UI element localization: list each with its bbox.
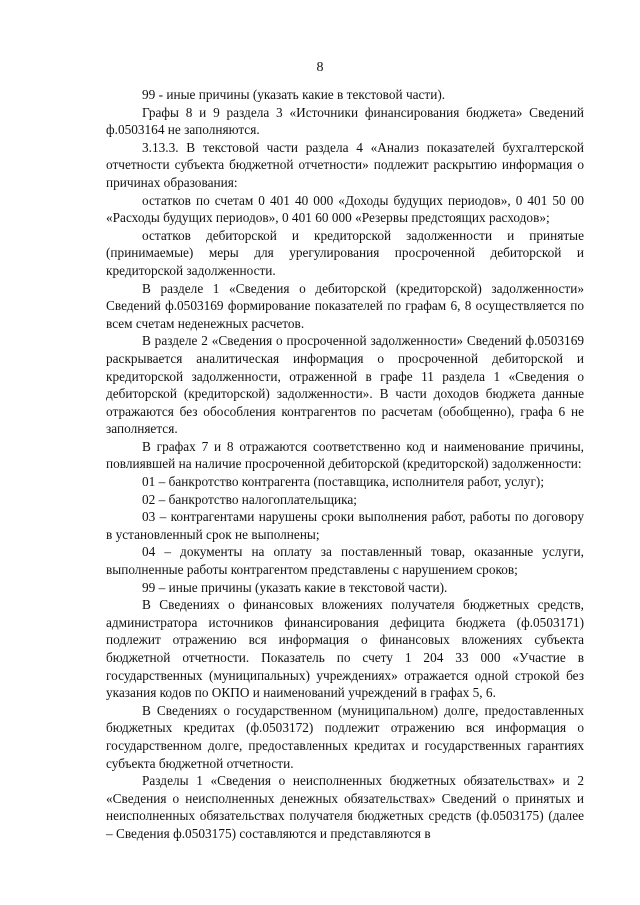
paragraph-columns-7-8: В графах 7 и 8 отражаются соответственно код и наименование причины, повлиявшей на наличие просроченной дебиторской (кредиторской) задолженности:	[106, 438, 584, 472]
list-item-04: 04 – документы на оплату за поставленный товар, оказанные услуги, выполненные работы контрагентом представлены с нарушением сроков;	[106, 544, 584, 578]
list-item-99: 99 – иные причины (указать какие в текстовой части).	[142, 579, 448, 595]
paragraph-receivables-payables: остатков дебиторской и кредиторской задолженности и принятые (принимаемые) меры для урегулирования просроченной дебиторской и кредиторской задолженности.	[106, 227, 584, 278]
paragraph-financial-investments: В Сведениях о финансовых вложениях получателя бюджетных средств, администратора источников финансирования дефицита бюджета (ф.0503171) подлежит отражению вся информация о финансовых вложениях субъекта бюджетной отчетности. Показатель по счету 1 204 33 000 «Участие в государственных (муниципальных) учреждениях» отражается одной строкой без указания кодов по ОКПО и наименований учреждений в графах 5, 6.	[106, 597, 584, 701]
paragraph-columns-8-9: Графы 8 и 9 раздела 3 «Источники финансирования бюджета» Сведений ф.0503164 не заполняются.	[106, 104, 584, 138]
paragraph-section-2: В разделе 2 «Сведения о просроченной задолженности» Сведений ф.0503169 раскрывается аналитическая информация о просроченной дебиторской и кредиторской задолженности, отраженной в графе 11 раздела 1 «Сведения о дебиторской (кредиторской) задолженности». В части доходов бюджета данные отражаются без обособления контрагентов по расчетам (обобщенно), графа 6 не заполняется.	[106, 333, 584, 437]
paragraph-account-balances: остатков по счетам 0 401 40 000 «Доходы будущих периодов», 0 401 50 00 «Расходы будущих периодов», 0 401 60 000 «Резервы предстоящих расходов»;	[106, 192, 584, 226]
paragraph-3-13-3: 3.13.3. В текстовой части раздела 4 «Анализ показателей бухгалтерской отчетности субъекта бюджетной отчетности» подлежит раскрытию информация о причинах образования:	[106, 139, 584, 190]
paragraph-state-debt: В Сведениях о государственном (муниципальном) долге, предоставленных бюджетных кредитах (ф.0503172) подлежит отражению вся информация о государственном долге, предоставленных кредитах и государственных гарантиях субъекта бюджетной отчетности.	[106, 702, 584, 771]
page-number: 8	[316, 60, 324, 75]
list-item-01: 01 – банкротство контрагента (поставщика, исполнителя работ, услуг);	[142, 474, 545, 490]
paragraph-sections-1-2: Разделы 1 «Сведения о неисполненных бюджетных обязательствах» и 2 «Сведения о неисполненных денежных обязательствах» Сведений о принятых и неисполненных обязательствах получателя бюджетных средств (ф.0503175) (далее – Сведения ф.0503175) составляются и представляются в	[106, 773, 584, 841]
list-item-03: 03 – контрагентами нарушены сроки выполнения работ, работы по договору в установленный срок не выполнены;	[106, 509, 584, 542]
paragraph-section-1: В разделе 1 «Сведения о дебиторской (кредиторской) задолженности» Сведений ф.0503169 формирование показателей по графам 6, 8 осуществляется по всем счетам неденежных расчетов.	[106, 280, 584, 331]
document-body	[106, 86, 584, 843]
paragraph-other-reasons: 99 - иные причины (указать какие в текстовой части).	[142, 87, 446, 102]
list-item-02: 02 – банкротство налогоплательщика;	[142, 491, 357, 507]
